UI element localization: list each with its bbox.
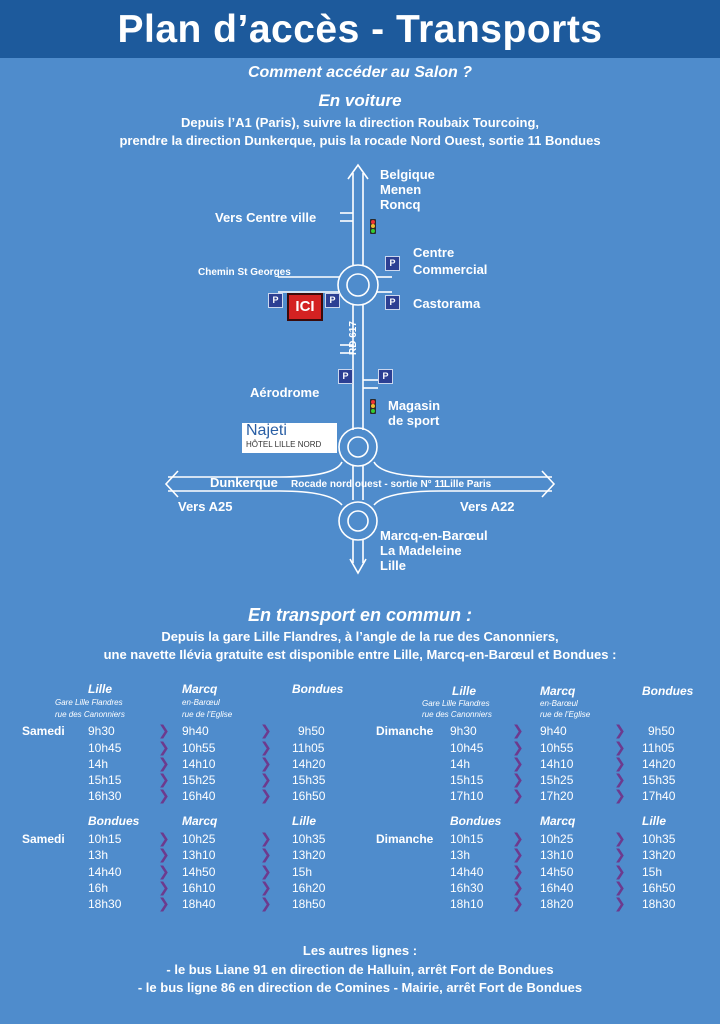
chevron-right-icon: ❯ xyxy=(512,787,524,803)
chevron-right-icon: ❯ xyxy=(158,771,170,787)
other-lines-1: - le bus Liane 91 en direction de Halluin, arrêt Fort de Bondues xyxy=(166,962,554,977)
time-cell: 17h10 xyxy=(450,789,484,803)
time-cell: 13h10 xyxy=(182,848,216,862)
time-cell: 10h25 xyxy=(540,832,574,846)
time-cell: 9h40 xyxy=(540,724,567,738)
time-cell: 16h30 xyxy=(450,881,484,895)
time-cell: 16h50 xyxy=(292,789,326,803)
time-cell: 18h50 xyxy=(292,897,326,911)
parking-icon: P xyxy=(338,369,353,384)
column-header: Marcq xyxy=(182,682,218,696)
column-subheader: rue des Canonniers xyxy=(422,710,492,719)
transit-heading: En transport en commun : xyxy=(247,605,472,625)
time-cell: 18h20 xyxy=(540,897,574,911)
car-heading: En voiture xyxy=(318,91,402,110)
time-cell: 13h20 xyxy=(642,848,676,862)
chevron-right-icon: ❯ xyxy=(512,722,524,738)
column-header: Lille xyxy=(642,814,667,828)
time-cell: 11h05 xyxy=(642,741,675,755)
time-cell: 9h40 xyxy=(182,724,209,738)
day-label: Samedi xyxy=(22,724,65,738)
chevron-right-icon: ❯ xyxy=(260,787,272,803)
other-lines-heading: Les autres lignes : xyxy=(302,943,418,958)
time-cell: 10h25 xyxy=(182,832,216,846)
hotel-subtitle: HÔTEL LILLE NORD xyxy=(246,440,322,449)
time-cell: 13h xyxy=(450,848,471,862)
time-cell: 10h55 xyxy=(182,741,216,755)
label-dunkerque: Dunkerque xyxy=(210,475,278,490)
chevron-right-icon: ❯ xyxy=(614,846,626,862)
chevron-right-icon: ❯ xyxy=(512,895,524,911)
time-cell: 16h20 xyxy=(292,881,326,895)
label-vers-a22: Vers A22 xyxy=(460,499,515,514)
column-header: Bondues xyxy=(642,684,694,698)
label-rd617: RD 617 xyxy=(348,321,359,355)
page-title: Plan d’accès - Transports xyxy=(117,8,603,51)
time-cell: 14h20 xyxy=(642,757,676,771)
label-marcq: Marcq-en-Barœul xyxy=(380,528,488,543)
time-cell: 16h40 xyxy=(540,881,574,895)
time-cell: 15h xyxy=(292,865,313,879)
chevron-right-icon: ❯ xyxy=(260,846,272,862)
time-cell: 15h35 xyxy=(642,773,676,787)
time-cell: 10h15 xyxy=(450,832,484,846)
label-vers-centre-ville: Vers Centre ville xyxy=(215,210,317,225)
column-header: Lille xyxy=(292,814,317,828)
time-cell: 9h50 xyxy=(648,724,675,738)
time-cell: 16h10 xyxy=(182,881,216,895)
time-cell: 16h30 xyxy=(88,789,122,803)
time-cell: 15h15 xyxy=(88,773,122,787)
column-subheader: en-Barœul xyxy=(182,698,220,707)
time-cell: 15h25 xyxy=(540,773,574,787)
column-subheader: Gare Lille Flandres xyxy=(422,699,490,708)
time-cell: 14h10 xyxy=(540,757,574,771)
time-cell: 9h50 xyxy=(298,724,325,738)
subtitle: Comment accéder au Salon ? xyxy=(247,64,473,81)
label-menen: Menen xyxy=(380,182,422,197)
column-header: Lille xyxy=(452,684,477,698)
time-cell: 14h40 xyxy=(450,865,484,879)
parking-icon: P xyxy=(385,256,400,271)
time-cell: 10h35 xyxy=(292,832,326,846)
chevron-right-icon: ❯ xyxy=(512,771,524,787)
column-subheader: rue des Canonniers xyxy=(55,710,125,719)
time-cell: 17h20 xyxy=(540,789,574,803)
chevron-right-icon: ❯ xyxy=(614,722,626,738)
time-cell: 9h30 xyxy=(450,724,477,738)
time-cell: 10h45 xyxy=(450,741,484,755)
chevron-right-icon: ❯ xyxy=(260,895,272,911)
parking-icon: P xyxy=(385,295,400,310)
column-header: Bondues xyxy=(450,814,502,828)
time-cell: 18h30 xyxy=(88,897,122,911)
time-cell: 18h30 xyxy=(642,897,676,911)
label-lille: Lille xyxy=(380,558,407,573)
time-cell: 13h xyxy=(88,848,109,862)
chevron-right-icon: ❯ xyxy=(260,863,272,879)
chevron-right-icon: ❯ xyxy=(614,771,626,787)
chevron-right-icon: ❯ xyxy=(512,863,524,879)
time-cell: 17h40 xyxy=(642,789,676,803)
chevron-right-icon: ❯ xyxy=(260,739,272,755)
time-cell: 13h20 xyxy=(292,848,326,862)
label-la-madeleine: La Madeleine xyxy=(380,543,462,558)
chevron-right-icon: ❯ xyxy=(614,755,626,771)
chevron-right-icon: ❯ xyxy=(614,895,626,911)
chevron-right-icon: ❯ xyxy=(158,863,170,879)
column-header: Bondues xyxy=(292,682,344,696)
column-subheader: rue de l’Eglise xyxy=(540,710,591,719)
chevron-right-icon: ❯ xyxy=(260,755,272,771)
chevron-right-icon: ❯ xyxy=(158,787,170,803)
label-lille-paris: Lille Paris xyxy=(444,479,492,490)
column-subheader: rue de l’Eglise xyxy=(182,710,233,719)
column-header: Marcq xyxy=(540,814,576,828)
time-cell: 15h15 xyxy=(450,773,484,787)
time-cell: 14h40 xyxy=(88,865,122,879)
chevron-right-icon: ❯ xyxy=(614,830,626,846)
time-cell: 14h xyxy=(88,757,109,771)
chevron-right-icon: ❯ xyxy=(614,739,626,755)
label-magasin: Magasin xyxy=(388,398,441,413)
label-aerodrome: Aérodrome xyxy=(250,385,320,400)
chevron-right-icon: ❯ xyxy=(512,879,524,895)
label-roncq: Roncq xyxy=(380,197,421,212)
label-commercial: Commercial xyxy=(413,262,488,277)
transit-line-1: Depuis la gare Lille Flandres, à l’angle de la rue des Canonniers, xyxy=(161,629,559,644)
time-cell: 14h xyxy=(450,757,471,771)
car-line-2: prendre la direction Dunkerque, puis la rocade Nord Ouest, sortie 11 Bondues xyxy=(119,133,601,148)
time-cell: 18h40 xyxy=(182,897,216,911)
chevron-right-icon: ❯ xyxy=(614,879,626,895)
other-lines-2: - le bus ligne 86 en direction de Comines - Mairie, arrêt Fort de Bondues xyxy=(137,980,583,995)
time-cell: 18h10 xyxy=(450,897,484,911)
time-cell: 14h20 xyxy=(292,757,326,771)
chevron-right-icon: ❯ xyxy=(614,863,626,879)
parking-icon: P xyxy=(325,293,340,308)
time-cell: 16h xyxy=(88,881,109,895)
transit-line-2: une navette Ilévia gratuite est disponible entre Lille, Marcq-en-Barœul et Bondues : xyxy=(103,647,617,662)
day-label: Dimanche xyxy=(376,724,434,738)
chevron-right-icon: ❯ xyxy=(158,895,170,911)
chevron-right-icon: ❯ xyxy=(158,846,170,862)
time-cell: 14h50 xyxy=(182,865,216,879)
time-cell: 10h45 xyxy=(88,741,122,755)
label-rocade: Rocade nord ouest - sortie N° 11 xyxy=(291,479,446,490)
time-cell: 10h35 xyxy=(642,832,676,846)
column-header: Lille xyxy=(88,682,113,696)
chevron-right-icon: ❯ xyxy=(158,830,170,846)
parking-icon: P xyxy=(268,293,283,308)
chevron-right-icon: ❯ xyxy=(512,846,524,862)
time-cell: 10h15 xyxy=(88,832,122,846)
label-castorama: Castorama xyxy=(413,296,481,311)
car-line-1: Depuis l’A1 (Paris), suivre la direction Roubaix Tourcoing, xyxy=(180,115,540,130)
chevron-right-icon: ❯ xyxy=(260,879,272,895)
chevron-right-icon: ❯ xyxy=(260,722,272,738)
label-centre: Centre xyxy=(413,245,455,260)
traffic-light-icon xyxy=(370,219,376,234)
time-cell: 15h25 xyxy=(182,773,216,787)
time-cell: 15h xyxy=(642,865,663,879)
chevron-right-icon: ❯ xyxy=(512,739,524,755)
chevron-right-icon: ❯ xyxy=(512,755,524,771)
time-cell: 14h10 xyxy=(182,757,216,771)
hotel-name: Najeti xyxy=(246,422,287,439)
day-label: Samedi xyxy=(22,832,65,846)
chevron-right-icon: ❯ xyxy=(158,879,170,895)
parking-icon: P xyxy=(378,369,393,384)
time-cell: 10h55 xyxy=(540,741,574,755)
chevron-right-icon: ❯ xyxy=(614,787,626,803)
column-header: Marcq xyxy=(182,814,218,828)
traffic-light-icon xyxy=(370,399,376,414)
time-cell: 11h05 xyxy=(292,741,325,755)
chevron-right-icon: ❯ xyxy=(260,771,272,787)
chevron-right-icon: ❯ xyxy=(158,739,170,755)
chevron-right-icon: ❯ xyxy=(158,722,170,738)
label-de-sport: de sport xyxy=(388,413,440,428)
label-vers-a25: Vers A25 xyxy=(178,499,233,514)
label-belgique: Belgique xyxy=(380,167,435,182)
time-cell: 14h50 xyxy=(540,865,574,879)
ici-marker: ICI xyxy=(287,293,323,321)
column-header: Bondues xyxy=(88,814,140,828)
label-chemin-st-georges: Chemin St Georges xyxy=(198,267,291,278)
chevron-right-icon: ❯ xyxy=(260,830,272,846)
time-cell: 13h10 xyxy=(540,848,574,862)
column-subheader: Gare Lille Flandres xyxy=(55,698,123,707)
time-cell: 15h35 xyxy=(292,773,326,787)
column-subheader: en-Barœul xyxy=(540,699,578,708)
time-cell: 16h40 xyxy=(182,789,216,803)
day-label: Dimanche xyxy=(376,832,434,846)
chevron-right-icon: ❯ xyxy=(512,830,524,846)
time-cell: 9h30 xyxy=(88,724,115,738)
chevron-right-icon: ❯ xyxy=(158,755,170,771)
time-cell: 16h50 xyxy=(642,881,676,895)
hotel-logo xyxy=(242,423,337,453)
column-header: Marcq xyxy=(540,684,576,698)
